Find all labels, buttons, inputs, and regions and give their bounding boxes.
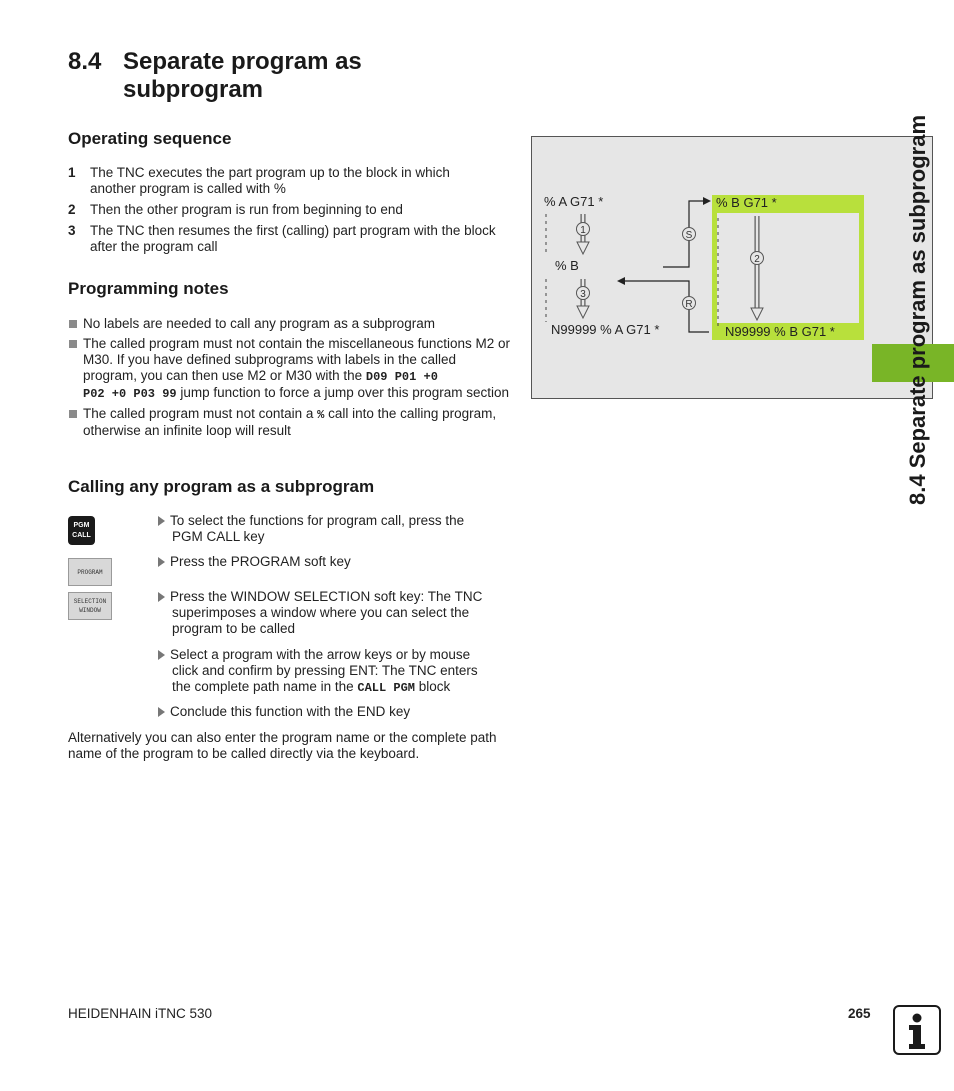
marker-r-label: R bbox=[685, 299, 693, 310]
arrow-right-icon bbox=[158, 650, 165, 660]
list-item bbox=[68, 202, 498, 218]
section-number: 8.4 bbox=[68, 48, 102, 75]
instruction-text-part: the complete path name in the bbox=[172, 679, 358, 694]
selection-window-softkey-icon bbox=[68, 592, 112, 620]
instruction-text: To select the functions for program call, press the bbox=[170, 513, 465, 528]
section-title-line2: subprogram bbox=[123, 76, 264, 103]
instruction-3 bbox=[158, 589, 508, 637]
arrow-right-icon bbox=[158, 516, 165, 526]
main-program-end: N99999 % A G71 * bbox=[551, 322, 660, 337]
code-fragment: D09 P01 +0 bbox=[365, 370, 438, 384]
step-text: Then the other program is run from beginning to end bbox=[90, 202, 403, 217]
list-item bbox=[68, 316, 513, 332]
step-number: 1 bbox=[68, 165, 76, 180]
softkey-label: PROGRAM bbox=[77, 568, 103, 576]
softkey-label-line1: SELECTION bbox=[73, 598, 107, 605]
list-item bbox=[68, 165, 498, 197]
list-item bbox=[68, 406, 513, 439]
page-title bbox=[68, 48, 362, 104]
code-fragment: CALL PGM bbox=[357, 681, 415, 695]
instruction-5 bbox=[158, 704, 508, 720]
side-chapter-title: 8.4 Separate program as subprogram bbox=[905, 114, 930, 505]
programming-notes-list bbox=[68, 316, 513, 443]
instruction-text: superimposes a window where you can select the bbox=[172, 605, 470, 620]
marker-3-label: 3 bbox=[580, 289, 586, 300]
note-text bbox=[83, 336, 513, 402]
instruction-text: PGM CALL key bbox=[172, 529, 265, 544]
marker-1-label: 1 bbox=[580, 225, 586, 236]
instruction-text: Press the WINDOW SELECTION soft key: The TNC bbox=[170, 589, 483, 604]
alternative-paragraph: Alternatively you can also enter the program name or the complete path name of the program to be called directly via the keyboard. bbox=[68, 730, 497, 761]
instruction-text: Press the PROGRAM soft key bbox=[170, 554, 351, 569]
code-fragment: P02 +0 P03 99 bbox=[83, 387, 177, 401]
marker-s-label: S bbox=[685, 230, 693, 241]
called-program-body bbox=[717, 213, 859, 323]
arrow-right-icon bbox=[158, 592, 165, 602]
main-program-start: % A G71 * bbox=[544, 194, 604, 209]
marker-2-label: 2 bbox=[754, 254, 760, 265]
operating-steps-list bbox=[68, 165, 498, 260]
arrow-right-icon bbox=[158, 707, 165, 717]
note-text bbox=[83, 406, 513, 439]
instruction-text: Conclude this function with the END key bbox=[170, 704, 411, 719]
instruction-text: program to be called bbox=[172, 621, 296, 636]
instruction-text bbox=[158, 679, 508, 696]
instruction-2 bbox=[158, 554, 508, 570]
note-text-part: The called program must not contain a bbox=[83, 406, 318, 421]
step-text: The TNC executes the part program up to the block in which another program is called with % bbox=[90, 165, 450, 196]
key-label-line2: CALL bbox=[72, 532, 91, 539]
bullet-square-icon bbox=[69, 410, 77, 418]
percent-symbol: % bbox=[317, 408, 325, 422]
arrow-right-icon bbox=[158, 557, 165, 567]
list-item bbox=[68, 223, 498, 255]
instruction-text: Select a program with the arrow keys or by mouse bbox=[170, 647, 471, 662]
step-number: 2 bbox=[68, 202, 76, 217]
program-softkey-icon bbox=[68, 558, 112, 586]
note-text-part: jump function to force a jump over this program section bbox=[176, 385, 510, 400]
operating-sequence-heading: Operating sequence bbox=[68, 129, 232, 148]
instruction-4 bbox=[158, 647, 508, 696]
sub-program-start: % B G71 * bbox=[716, 195, 777, 210]
step-number: 3 bbox=[68, 223, 76, 238]
instruction-text: click and confirm by pressing ENT: The TNC enters bbox=[172, 663, 478, 678]
note-text-part: call into the calling program, otherwise an infinite loop will result bbox=[83, 406, 497, 438]
note-text-part: The called program must not contain the miscellaneous functions M2 or M30. If you have defined subprograms with labels in the called program, you can then use M2 or M30 with the bbox=[83, 336, 510, 383]
info-icon bbox=[893, 1005, 941, 1055]
note-text: No labels are needed to call any program as a subprogram bbox=[83, 316, 435, 331]
key-label-line1: PGM bbox=[73, 522, 90, 529]
main-program-call: % B bbox=[555, 258, 579, 273]
section-title-line1: Separate program as bbox=[123, 48, 362, 75]
footer-product: HEIDENHAIN iTNC 530 bbox=[68, 1006, 213, 1021]
softkey-label-line2: WINDOW bbox=[79, 607, 101, 614]
bullet-square-icon bbox=[69, 340, 77, 348]
pgm-call-key-icon bbox=[68, 516, 95, 545]
instruction-text-part: block bbox=[414, 679, 451, 694]
sub-program-end: N99999 % B G71 * bbox=[725, 324, 835, 339]
page-number: 265 bbox=[848, 1006, 871, 1021]
calling-heading: Calling any program as a subprogram bbox=[68, 477, 375, 496]
bullet-square-icon bbox=[69, 320, 77, 328]
instruction-1 bbox=[158, 513, 508, 545]
programming-notes-heading: Programming notes bbox=[68, 279, 229, 298]
step-text: The TNC then resumes the first (calling) part program with the block after the program call bbox=[90, 223, 496, 254]
list-item bbox=[68, 336, 513, 402]
